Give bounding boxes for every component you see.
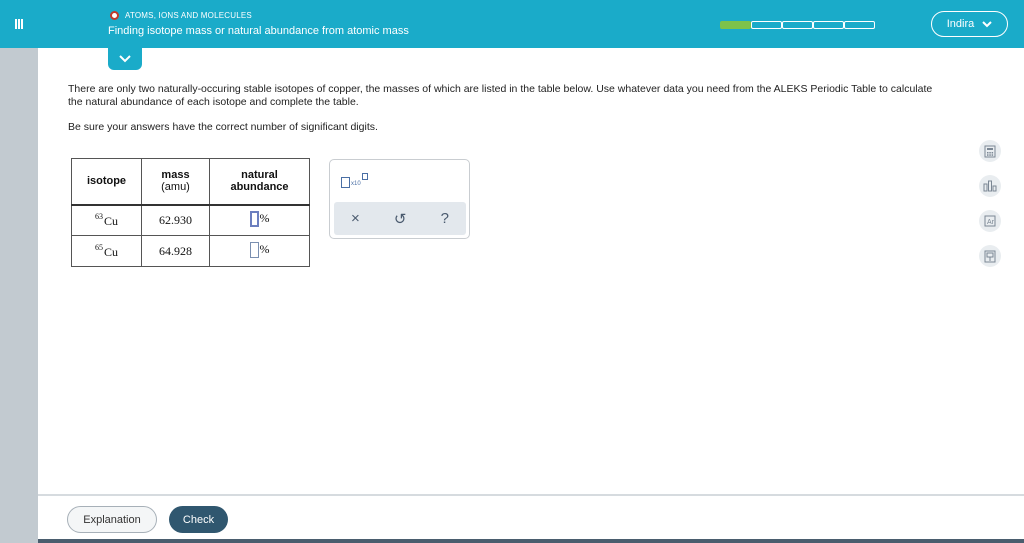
- topic-status-icon: [110, 11, 119, 20]
- periodic-table-icon[interactable]: [979, 210, 1001, 232]
- tool-actions: [334, 202, 466, 235]
- header-nat-line2: abundance: [230, 181, 289, 194]
- mass-number: 63: [94, 211, 103, 221]
- progress-segment: [720, 21, 751, 29]
- percent-unit: %: [259, 211, 270, 226]
- abundance-input[interactable]: [250, 242, 259, 258]
- header-nat-line1: natural: [241, 169, 278, 182]
- calculator-icon[interactable]: [979, 140, 1001, 162]
- topic-label: ATOMS, IONS AND MOLECULES: [125, 11, 252, 20]
- instruction-text: Be sure your answers have the correct number of significant digits.: [68, 121, 378, 133]
- user-name: Indira: [946, 18, 975, 30]
- header-natural-abundance: [210, 159, 310, 205]
- data-chart-icon[interactable]: [979, 175, 1001, 197]
- chevron-down-icon: [119, 55, 131, 63]
- progress-segment: [813, 21, 844, 29]
- header-mass-line2: (amu): [161, 181, 190, 194]
- undo-button[interactable]: ↺: [393, 210, 407, 228]
- base-box-icon: [341, 177, 350, 188]
- element-symbol: Cu: [103, 213, 118, 228]
- bottom-strip: [38, 539, 1024, 543]
- progress-bar: [720, 21, 875, 29]
- user-menu-button[interactable]: [931, 11, 1008, 37]
- menu-icon[interactable]: [0, 0, 38, 48]
- abundance-cell: [210, 236, 310, 267]
- table-row: [72, 236, 310, 267]
- question-text: There are only two naturally-occuring stable isotopes of copper, the masses of which are listed in the table below. Use whatever data you need from the ALEKS Periodic Table to calculate the natural abundance of each isotope and complete the table.: [68, 83, 933, 108]
- check-button[interactable]: Check: [169, 506, 228, 533]
- isotope-table: [71, 158, 310, 267]
- table-row: [72, 205, 310, 236]
- footer-bar: [38, 496, 1024, 539]
- chevron-down-icon: [982, 21, 992, 28]
- collapse-header-button[interactable]: [108, 48, 142, 70]
- side-toolbar: [979, 140, 1001, 267]
- help-button[interactable]: ?: [440, 210, 449, 227]
- x10-label: x10: [351, 181, 361, 187]
- exponent-box-icon: [362, 173, 368, 180]
- topic-line: [110, 11, 252, 20]
- abundance-input[interactable]: [250, 211, 259, 227]
- answer-tool-panel: [329, 159, 470, 239]
- header-mass-line1: mass: [161, 169, 190, 182]
- abundance-cell: [210, 205, 310, 236]
- lesson-title: Finding isotope mass or natural abundance from atomic mass: [108, 25, 409, 37]
- clear-button[interactable]: ×: [351, 210, 360, 227]
- header-bar: [38, 0, 1024, 48]
- element-symbol: Cu: [103, 244, 118, 259]
- isotope-cell: [72, 236, 142, 267]
- app-window: [38, 0, 1024, 543]
- progress-segment: [844, 21, 875, 29]
- explanation-button[interactable]: Explanation: [67, 506, 157, 533]
- mass-cell: 62.930: [142, 205, 210, 236]
- progress-segment: [751, 21, 782, 29]
- isotope-cell: [72, 205, 142, 236]
- reference-card-icon[interactable]: [979, 245, 1001, 267]
- svg-text:Ar: Ar: [987, 219, 994, 226]
- header-mass: [142, 159, 210, 205]
- scientific-notation-button[interactable]: [341, 173, 371, 191]
- header-isotope: isotope: [72, 159, 142, 205]
- mass-number: 65: [94, 242, 103, 252]
- percent-unit: %: [259, 242, 270, 256]
- mass-cell: 64.928: [142, 236, 210, 267]
- progress-segment: [782, 21, 813, 29]
